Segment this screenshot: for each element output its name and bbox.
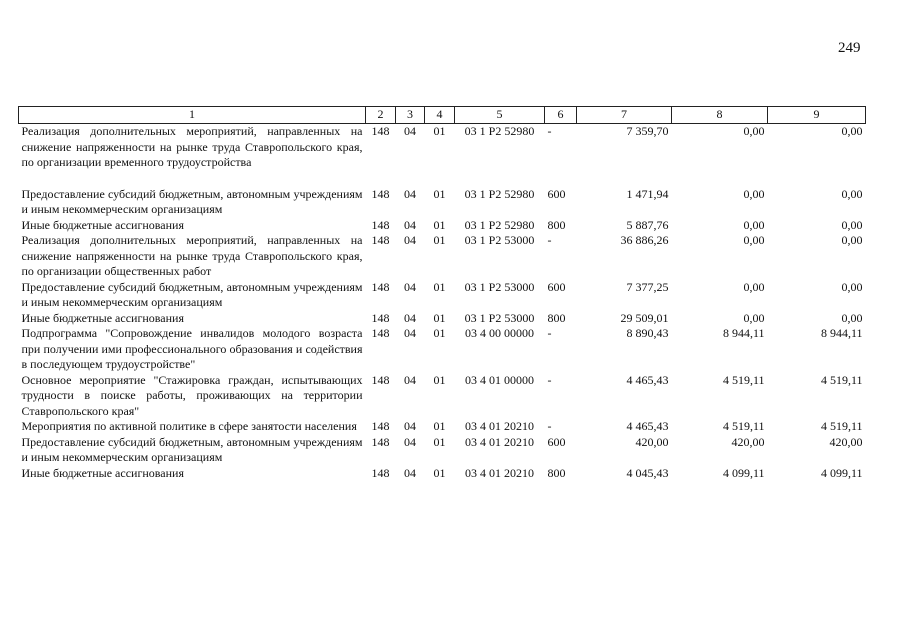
row-c4: 01 xyxy=(433,419,446,433)
row-c2: 148 xyxy=(371,419,390,433)
row-c3: 04 xyxy=(404,419,416,433)
header-cell: 7 xyxy=(577,107,672,124)
row-c3: 04 xyxy=(404,186,416,201)
header-cell: 5 xyxy=(455,107,545,124)
row-c2: 148 xyxy=(371,465,390,480)
budget-table xyxy=(18,106,866,481)
row-c6: 600 xyxy=(547,434,566,449)
table-row xyxy=(19,311,866,327)
row-name: Предоставление субсидий бюджетным, автономным учреждениям и иным некоммерческим организациям xyxy=(21,186,363,216)
row-c7: 1 471,94 xyxy=(626,186,669,201)
header-cell: 9 xyxy=(768,107,866,124)
row-c8: 4 099,11 xyxy=(722,465,765,480)
row-c9: 0,00 xyxy=(841,217,863,232)
row-c4: 01 xyxy=(433,233,446,247)
row-c7: 4 465,43 xyxy=(626,372,669,387)
row-c5: 03 1 P2 52980 xyxy=(464,124,535,138)
row-c9: 0,00 xyxy=(841,233,863,247)
row-c9: 0,00 xyxy=(841,310,863,325)
row-c4: 01 xyxy=(433,186,446,201)
header-row xyxy=(19,107,866,124)
row-c2: 148 xyxy=(371,326,390,340)
row-c2: 148 xyxy=(371,310,390,325)
row-c5: 03 1 P2 53000 xyxy=(464,279,535,294)
row-c3: 04 xyxy=(404,372,416,387)
row-c6: 800 xyxy=(547,217,566,232)
row-name: Предоставление субсидий бюджетным, автономным учреждениям и иным некоммерческим организациям xyxy=(21,434,363,464)
row-c5: 03 1 P2 52980 xyxy=(464,217,535,232)
row-c6: 600 xyxy=(547,186,566,201)
table-row xyxy=(19,218,866,234)
row-c8: 420,00 xyxy=(731,434,765,449)
header-cell: 8 xyxy=(672,107,768,124)
row-c5: 03 1 P2 53000 xyxy=(464,233,535,247)
row-c8: 4 519,11 xyxy=(722,372,765,387)
row-c9: 420,00 xyxy=(829,434,863,449)
row-c3: 04 xyxy=(404,434,416,449)
table-row xyxy=(19,435,866,466)
row-c3: 04 xyxy=(404,326,416,340)
row-name: Иные бюджетные ассигнования xyxy=(21,465,184,480)
row-c6: - xyxy=(547,419,552,433)
table-row xyxy=(19,419,866,435)
row-c7: 7 359,70 xyxy=(626,124,669,138)
row-c7: 29 509,01 xyxy=(620,310,669,325)
row-c7: 4 465,43 xyxy=(626,419,669,433)
row-c3: 04 xyxy=(404,279,416,294)
row-c5: 03 4 01 20210 xyxy=(465,419,534,433)
row-c4: 01 xyxy=(433,124,446,138)
row-c4: 01 xyxy=(433,310,446,325)
row-c2: 148 xyxy=(371,279,390,294)
row-c8: 4 519,11 xyxy=(722,419,765,433)
row-c5: 03 4 00 00000 xyxy=(465,326,534,340)
row-c7: 420,00 xyxy=(635,434,669,449)
row-c7: 5 887,76 xyxy=(626,217,669,232)
row-c3: 04 xyxy=(404,310,416,325)
row-c4: 01 xyxy=(433,372,446,387)
row-c4: 01 xyxy=(433,434,446,449)
row-c9: 0,00 xyxy=(841,186,863,201)
row-c2: 148 xyxy=(371,124,390,138)
table-row xyxy=(19,373,866,420)
spacer-row xyxy=(19,171,866,187)
header-cell: 6 xyxy=(545,107,577,124)
row-c5: 03 1 P2 52980 xyxy=(464,186,535,201)
row-c4: 01 xyxy=(433,279,446,294)
row-c9: 0,00 xyxy=(841,124,863,138)
row-name: Подпрограмма "Сопровождение инвалидов молодого возраста при получении ими профессионального образования и содействия в последующем трудоустройстве" xyxy=(21,326,363,371)
row-c4: 01 xyxy=(433,326,446,340)
table-row xyxy=(19,233,866,280)
row-c6: - xyxy=(547,326,552,340)
header-cell: 3 xyxy=(396,107,425,124)
row-c7: 36 886,26 xyxy=(620,233,669,247)
row-c3: 04 xyxy=(404,233,416,247)
row-c8: 0,00 xyxy=(743,186,765,201)
row-c5: 03 4 01 20210 xyxy=(465,434,534,449)
row-c2: 148 xyxy=(371,217,390,232)
row-c8: 0,00 xyxy=(743,310,765,325)
row-c7: 7 377,25 xyxy=(626,279,669,294)
row-c9: 4 519,11 xyxy=(820,372,863,387)
row-c8: 8 944,11 xyxy=(722,326,765,340)
row-c6: 800 xyxy=(547,465,566,480)
table-row xyxy=(19,466,866,482)
row-c9: 8 944,11 xyxy=(820,326,863,340)
row-c6: - xyxy=(547,233,552,247)
row-c5: 03 4 01 20210 xyxy=(465,465,534,480)
row-c4: 01 xyxy=(433,217,446,232)
row-c7: 8 890,43 xyxy=(626,326,669,340)
table-row xyxy=(19,280,866,311)
row-c2: 148 xyxy=(371,233,390,247)
row-name: Основное мероприятие "Стажировка граждан, испытывающих трудности в поиске работы, проживающих на территории Ставропольского края" xyxy=(21,372,363,418)
row-c9: 4 519,11 xyxy=(820,419,863,433)
row-c9: 4 099,11 xyxy=(820,465,863,480)
row-c8: 0,00 xyxy=(743,217,765,232)
row-name: Реализация дополнительных мероприятий, направленных на снижение напряженности на рынке труда Ставропольского края, по организации общественных работ xyxy=(21,233,363,278)
row-name: Иные бюджетные ассигнования xyxy=(21,310,184,325)
row-c6: 800 xyxy=(547,310,566,325)
header-cell: 1 xyxy=(19,107,366,124)
row-c6: - xyxy=(547,372,552,387)
row-name: Предоставление субсидий бюджетным, автономным учреждениям и иным некоммерческим организациям xyxy=(21,279,363,309)
row-c8: 0,00 xyxy=(743,233,765,247)
row-c2: 148 xyxy=(371,434,390,449)
row-c8: 0,00 xyxy=(743,124,765,138)
row-c3: 04 xyxy=(404,465,416,480)
row-c4: 01 xyxy=(433,465,446,480)
table-row xyxy=(19,326,866,373)
row-c2: 148 xyxy=(371,372,390,387)
header-cell: 2 xyxy=(366,107,396,124)
row-name: Иные бюджетные ассигнования xyxy=(21,217,184,232)
row-c9: 0,00 xyxy=(841,279,863,294)
table-row xyxy=(19,187,866,218)
row-c3: 04 xyxy=(404,217,416,232)
row-c7: 4 045,43 xyxy=(626,465,669,480)
row-c5: 03 1 P2 53000 xyxy=(464,310,535,325)
row-c8: 0,00 xyxy=(743,279,765,294)
page-number: 249 xyxy=(838,40,861,56)
row-c6: 600 xyxy=(547,279,566,294)
row-c2: 148 xyxy=(371,186,390,201)
row-name: Реализация дополнительных мероприятий, направленных на снижение напряженности на рынке труда Ставропольского края, по организации временного трудоустройства xyxy=(21,124,363,169)
table-row xyxy=(19,124,866,171)
row-name: Мероприятия по активной политике в сфере занятости населения xyxy=(21,419,357,433)
header-cell: 4 xyxy=(425,107,455,124)
row-c5: 03 4 01 00000 xyxy=(465,372,534,387)
row-c3: 04 xyxy=(404,124,416,138)
row-c6: - xyxy=(547,124,552,138)
